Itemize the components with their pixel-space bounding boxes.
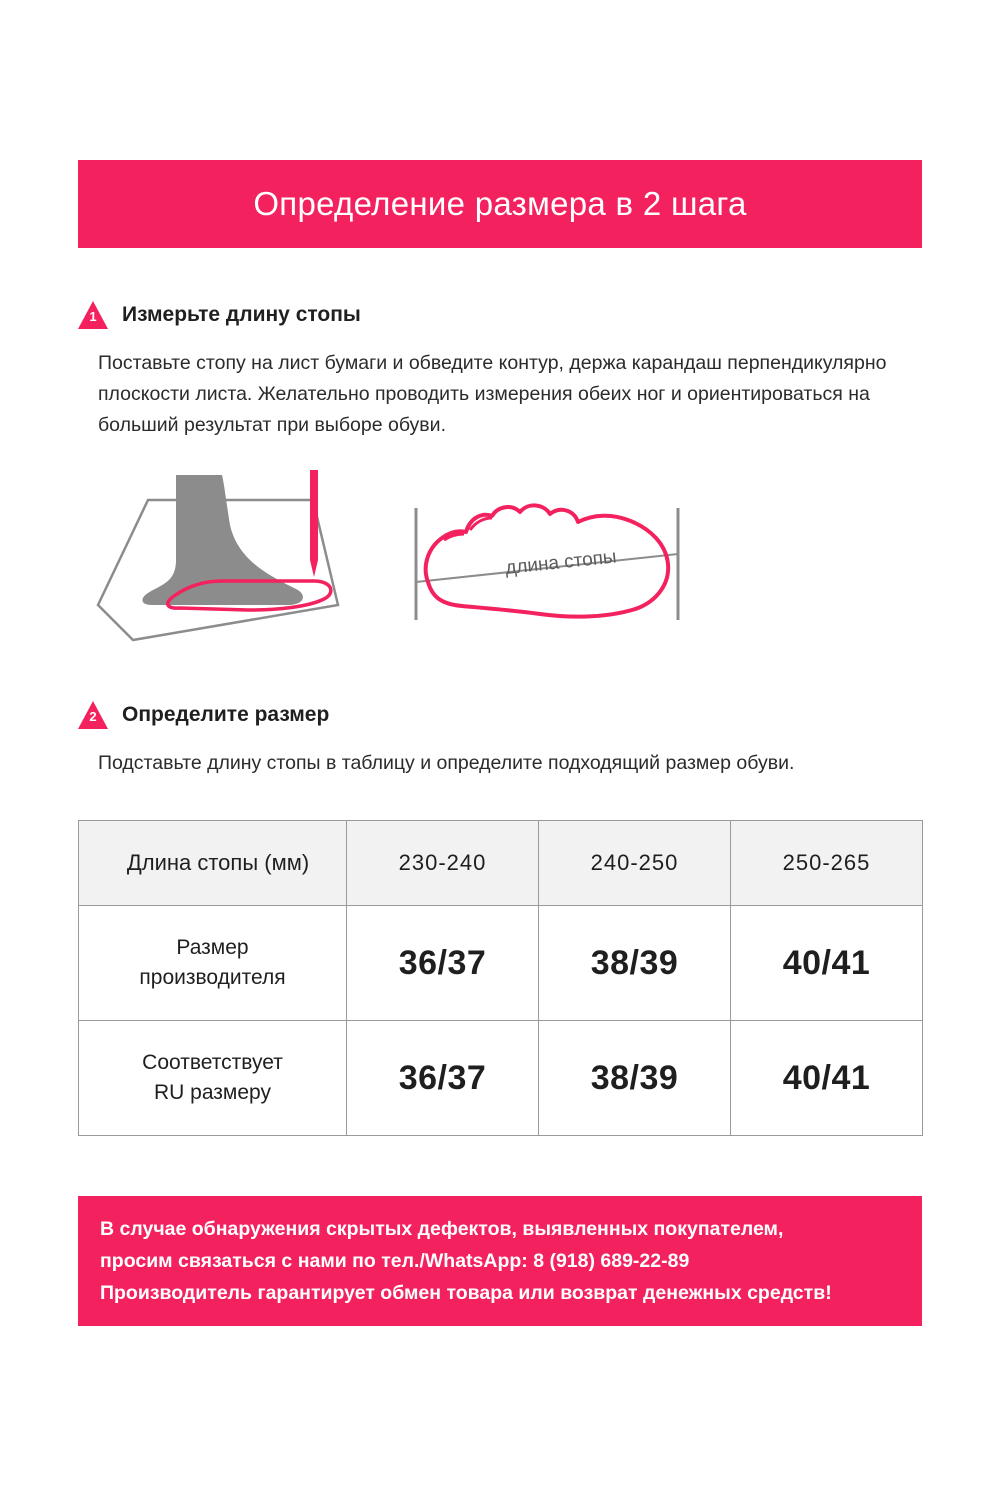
step-1-body: Поставьте стопу на лист бумаги и обведите контур, держа карандаш перпендикулярно плоскости листа. Желательно проводить измерения обеих ног и ориентироваться на больший результат при выборе обуви. <box>98 352 887 436</box>
row-label-ru-size <box>79 1021 347 1136</box>
footer-line-3: Производитель гарантирует обмен товара или возврат денежных средств! <box>100 1282 832 1304</box>
step-2-header <box>78 700 794 730</box>
step-1-header <box>78 300 888 330</box>
step-2 <box>78 700 794 779</box>
foot-outline-top-view-icon <box>388 470 708 660</box>
table-header-range-3: 250-265 <box>731 821 923 906</box>
row-label-line-1: Соответствует <box>142 1051 283 1074</box>
page-title: Определение размера в 2 шага <box>253 185 747 222</box>
footer-line-2: просим связаться с нами по тел./WhatsApp: 8 (918) 689-22-89 <box>100 1250 690 1272</box>
cell-ru-size-2: 38/39 <box>539 1021 731 1136</box>
cell-manufacturer-size-2: 38/39 <box>539 906 731 1021</box>
measure-label: длина стопы <box>504 546 618 579</box>
row-label-line-2: производителя <box>139 966 286 989</box>
step-1-title: Измерьте длину стопы <box>122 303 361 326</box>
foot-on-paper-side-view-icon <box>88 470 348 660</box>
step-1-number: 1 <box>89 309 97 324</box>
row-label-manufacturer-size <box>79 906 347 1021</box>
table-header-range-1: 230-240 <box>347 821 539 906</box>
triangle-number-icon <box>78 301 108 329</box>
row-label-line-1: Размер <box>176 936 249 959</box>
table-header-row <box>79 821 923 906</box>
size-table <box>78 820 923 1136</box>
table-row <box>79 906 923 1021</box>
cell-ru-size-1: 36/37 <box>347 1021 539 1136</box>
illustrations <box>78 470 922 660</box>
step-2-number: 2 <box>89 709 97 724</box>
footer-notice-banner <box>78 1196 922 1326</box>
triangle-number-icon <box>78 701 108 729</box>
cell-manufacturer-size-3: 40/41 <box>731 906 923 1021</box>
row-label-line-2: RU размеру <box>154 1081 271 1104</box>
cell-ru-size-3: 40/41 <box>731 1021 923 1136</box>
step-2-title: Определите размер <box>122 703 330 726</box>
footer-line-1: В случае обнаружения скрытых дефектов, выявленных покупателем, <box>100 1218 784 1240</box>
header-banner <box>78 160 922 248</box>
table-row <box>79 1021 923 1136</box>
step-1 <box>78 300 888 441</box>
table-header-foot-length: Длина стопы (мм) <box>79 821 347 906</box>
table-header-range-2: 240-250 <box>539 821 731 906</box>
cell-manufacturer-size-1: 36/37 <box>347 906 539 1021</box>
step-2-body: Подставьте длину стопы в таблицу и определите подходящий размер обуви. <box>98 752 795 774</box>
